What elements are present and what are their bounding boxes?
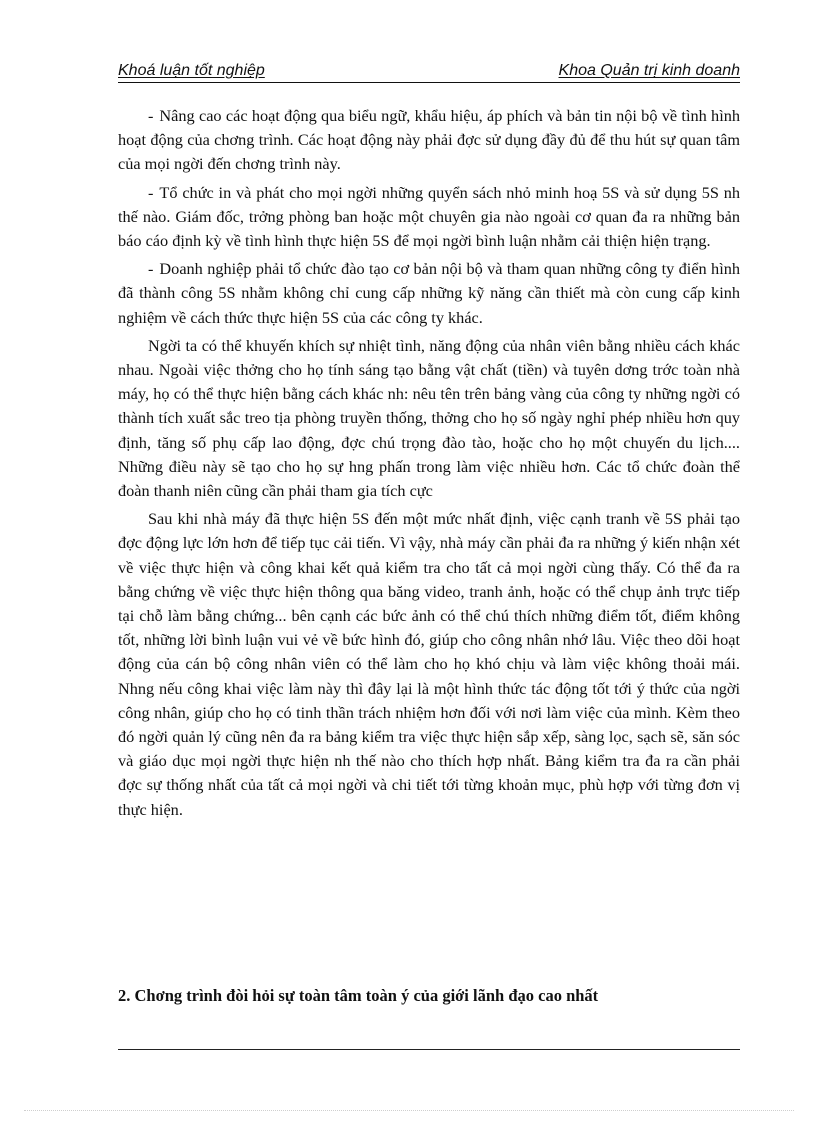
section-heading: 2. Chơng trình đòi hỏi sự toàn tâm toàn ý của giới lãnh đạo cao nhất [118,986,599,1005]
footer-rule [118,1049,740,1050]
paragraph-text: Doanh nghiệp phải tổ chức đào tạo cơ bản nội bộ và tham quan những công ty điển hình đã thành công 5S nhằm không chỉ cung cấp những kỹ năng cần thiết mà còn cung cấp kinh nghiệm về cách thức thực hiện 5S của các công ty khác. [118,259,740,327]
paragraph-text: Nâng cao các hoạt động qua biểu ngữ, khẩu hiệu, áp phích và bản tin nội bộ về tình hình hoạt động của chơng trình. Các hoạt động này phải đợc sử dụng đầy đủ để thu hút sự quan tâm của mọi ngời đến chơng trình này. [118,106,740,174]
paragraph-bullet-3 [118,257,740,330]
paragraph-bullet-1 [118,104,740,177]
header-right-title: Khoa Quản trị kinh doanh [558,62,740,79]
paragraph-motivation [118,334,740,503]
page-header [118,62,740,83]
paragraph-text: Sau khi nhà máy đã thực hiện 5S đến một mức nhất định, việc cạnh tranh về 5S phải tạo đợc động lực lớn hơn để tiếp tục cải tiến. Vì vậy, nhà máy cần phải đa ra những ý kiến nhận xét về việc thực hiện và công khai kết quả kiểm tra cho tất cả mọi ngời cùng thấy. Có thể đa ra bằng chứng về việc thực hiện thông qua băng video, tranh ảnh, hoặc có thể chụp ảnh trực tiếp tại chỗ làm bằng chứng... bên cạnh các bức ảnh có thể chú thích những điểm tốt, điểm không tốt, những lời bình luận vui vẻ về bức hình đó, giúp cho công nhân nhớ lâu. Việc theo dõi hoạt động của cán bộ công nhân viên có thể làm cho họ khó chịu và làm việc không thoải mái. Nhng nếu công khai việc làm này thì đây lại là một hình thức tác động tốt tới ý thức của ngời công nhân, giúp cho họ có tinh thần trách nhiệm hơn đối với nơi làm việc của mình. Kèm theo đó ngời quản lý cũng nên đa ra bảng kiểm tra việc thực hiện sắp xếp, sàng lọc, sạch sẽ, săn sóc và giáo dục mọi ngời thực hiện nh thế nào cho thích hợp nhất. Bảng kiểm tra đa ra cần phải đợc sự thống nhất của tất cả mọi ngời và chi tiết tới từng khoản mục, phù hợp với từng đơn vị thực hiện. [118,509,740,819]
bullet-dash: - [148,259,154,279]
bullet-dash: - [148,182,154,202]
paragraph-competition [118,507,740,822]
header-left-title: Khoá luận tốt nghiệp [118,62,265,79]
bullet-dash: - [148,106,154,125]
page-body [118,104,740,822]
paragraph-text: Ngời ta có thể khuyến khích sự nhiệt tình, năng động của nhân viên bằng nhiều cách khác nhau. Ngoài việc thởng cho họ tính sáng tạo bằng vật chất (tiền) và tuyên dơng trớc toàn nhà máy, họ có thể thực hiện bằng cách khác nh: nêu tên trên bảng vàng của công ty những ngời có thành tích xuất sắc treo tịa phòng truyền thống, thởng cho họ số ngày nghỉ phép nhiều hơn quy định, tăng số phụ cấp lao động, đợc chú trọng đào tào, hoặc cho họ một chuyến du lịch.... Những điều này sẽ tạo cho họ sự hng phấn trong làm việc nhiều hơn. Các tổ chức đoàn thể đoàn thanh niên cũng cần phải tham gia tích cực [118,335,740,501]
paragraph-text: Tổ chức in và phát cho mọi ngời những quyển sách nhỏ minh hoạ 5S và sử dụng 5S nh thế nào. Giám đốc, trởng phòng ban hoặc một chuyên gia nào ngoài cơ quan đa ra những bản báo cáo định kỳ về tình hình thực hiện 5S để mọi ngời bình luận nhằm cải thiện hiện trạng. [118,182,740,251]
page-edge-divider [24,1110,794,1111]
paragraph-bullet-2 [118,181,740,254]
